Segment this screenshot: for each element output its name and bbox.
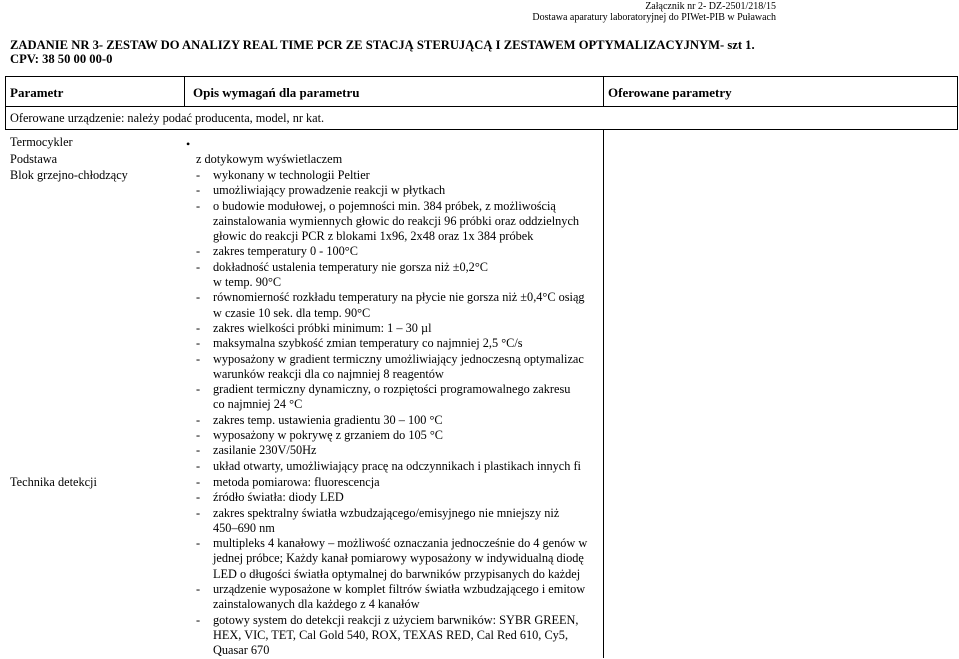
dash-marker: -	[196, 168, 201, 182]
spec-text: układ otwarty, umożliwiający pracę na odczynnikach i plastikach innych fi	[213, 458, 581, 473]
spec-line	[196, 260, 603, 275]
spec-line	[196, 244, 603, 259]
spec-text: źródło światła: diody LED	[213, 490, 344, 505]
dash-marker: -	[196, 336, 201, 351]
table-top-border	[5, 76, 958, 77]
spec-line	[196, 214, 603, 229]
attachment-number: Załącznik nr 2- DZ-2501/218/15	[645, 1, 776, 12]
spec-text: LED o długości światła optymalnej do barwników przypisanych do każdej	[213, 566, 581, 581]
table-right-border	[957, 76, 958, 130]
tender-subtitle: Dostawa aparatury laboratoryjnej do PIWet-PIB w Puławach	[532, 12, 776, 23]
column-header-requirements: Opis wymagań dla parametru	[193, 85, 360, 100]
spec-line	[196, 428, 603, 443]
spec-line	[196, 567, 603, 582]
column-header-parameter: Parametr	[10, 85, 64, 100]
spec-text: gradient termiczny dynamiczny, o rozpiętości programowalnego zakresu	[213, 382, 571, 397]
bullet: •	[186, 137, 191, 151]
spec-line	[196, 382, 603, 397]
spec-line	[196, 168, 603, 183]
dash-marker: -	[196, 198, 201, 213]
base-value: z dotykowym wyświetlaczem	[196, 152, 343, 166]
spec-text: metoda pomiarowa: fluorescencja	[213, 475, 380, 489]
offered-device-row: Oferowane urządzenie: należy podać producenta, model, nr kat.	[10, 111, 325, 125]
dash-marker: -	[196, 351, 201, 366]
spec-line	[196, 582, 603, 597]
spec-line	[196, 597, 603, 612]
dash-marker: -	[196, 443, 201, 458]
detection-spec-list	[196, 475, 603, 659]
spec-line	[196, 521, 603, 536]
offered-column-divider	[603, 130, 604, 658]
spec-text: wyposażony w gradient termiczny umożliwiający jednoczesną optymalizac	[213, 351, 584, 366]
spec-line	[196, 413, 603, 428]
dash-marker: -	[196, 582, 201, 597]
spec-line	[196, 183, 603, 198]
spec-line	[196, 290, 603, 305]
offered-row-border	[5, 129, 958, 130]
block-label: Blok grzejno-chłodzący	[10, 168, 128, 182]
spec-line	[196, 352, 603, 367]
dash-marker: -	[196, 475, 201, 489]
spec-line	[196, 506, 603, 521]
spec-text: w temp. 90°C	[213, 275, 282, 290]
dash-marker: -	[196, 612, 201, 627]
spec-text: dokładność ustalenia temperatury nie gorsza niż ±0,2°C	[213, 259, 488, 274]
dash-marker: -	[196, 428, 201, 443]
spec-line	[196, 628, 603, 643]
dash-marker: -	[196, 458, 201, 473]
spec-line	[196, 536, 603, 551]
dash-marker: -	[196, 490, 201, 505]
header-bottom-border	[5, 106, 958, 107]
spec-line	[196, 490, 603, 505]
spec-line	[196, 306, 603, 321]
spec-text: HEX, VIC, TET, Cal Gold 540, ROX, TEXAS RED, Cal Red 610, Cy5,	[213, 627, 569, 642]
task-title: ZADANIE NR 3- ZESTAW DO ANALIZY REAL TIME PCR ZE STACJĄ STERUJĄCĄ I ZESTAWEM OPTYMALIZACYJNYM- szt 1.	[10, 38, 755, 52]
dash-marker: -	[196, 290, 201, 305]
spec-text: zakres temp. ustawienia gradientu 30 – 100 °C	[213, 412, 443, 427]
spec-text: co najmniej 24 °C	[213, 397, 303, 412]
spec-text: warunków reakcji dla co najmniej 8 reagentów	[213, 366, 444, 381]
spec-line	[196, 336, 603, 351]
dash-marker: -	[196, 320, 201, 335]
spec-line	[196, 459, 603, 474]
spec-line	[196, 643, 603, 658]
column-divider-left	[184, 76, 185, 107]
table-left-border	[5, 76, 6, 130]
spec-text: wyposażony w pokrywę z grzaniem do 105 °C	[213, 428, 443, 443]
spec-text: multipleks 4 kanałowy – możliwość oznaczania jednocześnie do 4 genów w	[213, 536, 588, 551]
spec-line	[196, 321, 603, 336]
column-header-offered: Oferowane parametry	[608, 85, 732, 100]
spec-text: zainstalowanych dla każdego z 4 kanałów	[213, 597, 420, 612]
spec-text: głowic do reakcji PCR z blokami 1x96, 2x48 oraz 1x 384 próbek	[213, 229, 534, 244]
block-spec-list	[196, 168, 603, 474]
base-label: Podstawa	[10, 152, 58, 166]
spec-text: jednej próbce; Każdy kanał pomiarowy wyposażony w indywidualną diodę	[213, 551, 584, 566]
dash-marker: -	[196, 244, 201, 259]
column-divider-right	[603, 76, 604, 107]
dash-marker: -	[196, 536, 201, 551]
spec-text: zakres temperatury 0 - 100°C	[213, 244, 358, 259]
spec-text: w czasie 10 sek. dla temp. 90°C	[213, 305, 371, 320]
spec-text: gotowy system do detekcji reakcji z użyciem barwników: SYBR GREEN,	[213, 612, 579, 627]
spec-line	[196, 475, 603, 490]
spec-text: maksymalna szybkość zmian temperatury co najmniej 2,5 °C/s	[213, 336, 523, 351]
spec-text: Quasar 670	[213, 643, 270, 658]
dash-marker: -	[196, 382, 201, 397]
spec-text: zainstalowania wymiennych głowic do reakcji 96 próbki oraz oddzielnych	[213, 213, 580, 228]
spec-line	[196, 551, 603, 566]
spec-text: umożliwiający prowadzenie reakcji w płytkach	[213, 183, 446, 198]
spec-text: urządzenie wyposażone w komplet filtrów światła wzbudzającego i emitow	[213, 582, 586, 597]
spec-line	[196, 613, 603, 628]
spec-text: zasilanie 230V/50Hz	[213, 443, 317, 458]
cpv-code: CPV: 38 50 00 00-0	[10, 52, 113, 66]
spec-text: 450–690 nm	[213, 520, 275, 535]
device-name: Termocykler	[10, 135, 73, 149]
dash-marker: -	[196, 505, 201, 520]
dash-marker: -	[196, 259, 201, 274]
spec-text: zakres wielkości próbki minimum: 1 – 30 µl	[213, 320, 432, 335]
spec-line	[196, 199, 603, 214]
spec-text: wykonany w technologii Peltier	[213, 168, 370, 182]
spec-line	[196, 397, 603, 412]
spec-text: o budowie modułowej, o pojemności min. 384 próbek, z możliwością	[213, 198, 556, 213]
spec-line	[196, 275, 603, 290]
spec-line	[196, 229, 603, 244]
dash-marker: -	[196, 183, 201, 198]
dash-marker: -	[196, 412, 201, 427]
detection-label: Technika detekcji	[10, 475, 97, 489]
spec-text: równomierność rozkładu temperatury na płycie nie gorsza niż ±0,4°C osiąg	[213, 290, 585, 305]
spec-line	[196, 367, 603, 382]
spec-line	[196, 443, 603, 458]
spec-text: zakres spektralny światła wzbudzającego/emisyjnego nie mniejszy niż	[213, 505, 560, 520]
